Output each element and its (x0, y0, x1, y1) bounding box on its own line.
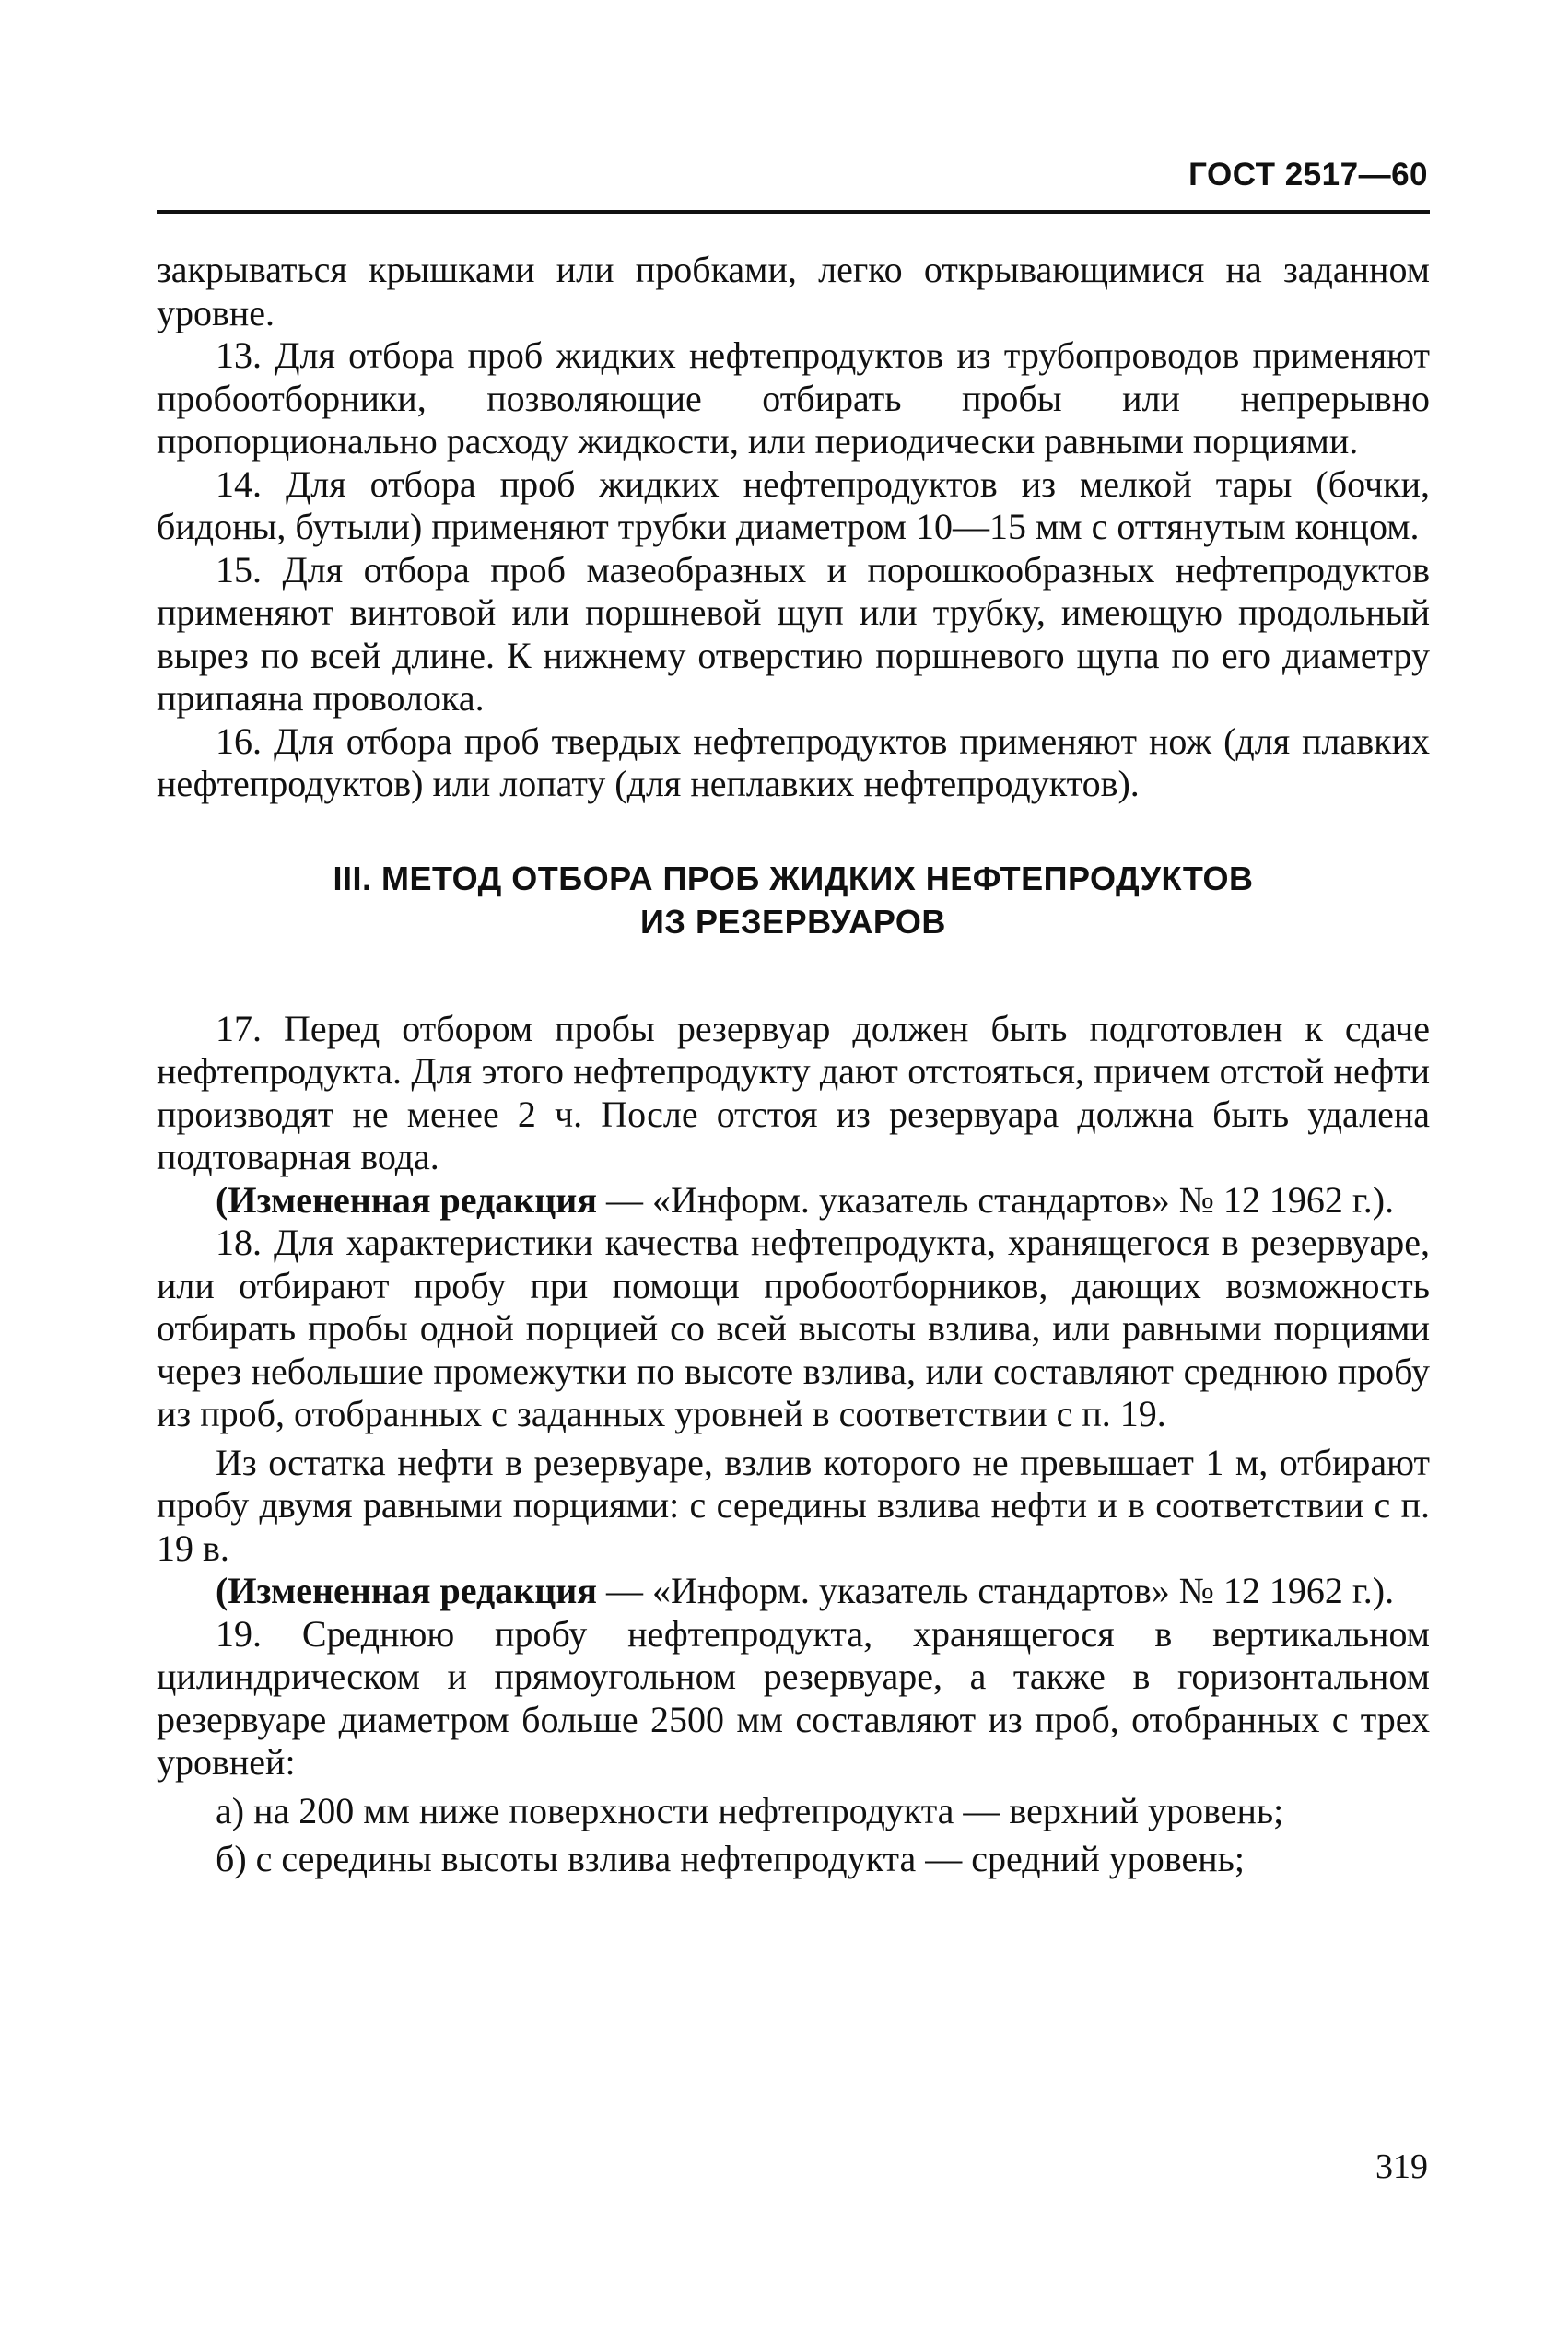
paragraph-19-item-b: б) с середины высоты взлива нефтепродукта — средний уровень; (216, 1838, 1245, 1879)
section-heading-line-2: ИЗ РЕЗЕРВУАРОВ (640, 902, 946, 941)
amendment-text: — «Информ. указатель стандартов» № 12 1962 г.). (596, 1178, 1395, 1221)
paragraph-13: 13. Для отбора проб жидких нефтепродуктов из трубопроводов применяют пробоотборники, позволяющие отбирать пробы или непрерывно пропорционально расходу жидкости, или периодически равными порциями. (157, 334, 1430, 462)
paragraph-19: 19. Среднюю пробу нефтепродукта, хранящегося в вертикальном цилиндрическом и прямоугольном резервуаре, а также в горизонтальном резервуаре диаметром больше 2500 мм составляют из проб, отобранных с трех уровней: (157, 1612, 1430, 1783)
amendment-note-1 (157, 1179, 1430, 1222)
section-heading-line-1: III. МЕТОД ОТБОРА ПРОБ ЖИДКИХ НЕФТЕПРОДУКТОВ (333, 859, 1254, 897)
amendment-text: — «Информ. указатель стандартов» № 12 1962 г.). (596, 1570, 1395, 1611)
section-heading (157, 857, 1430, 943)
page-number: 319 (1375, 2147, 1428, 2186)
paragraph-17: 17. Перед отбором пробы резервуар должен быть подготовлен к сдаче нефтепродукта. Для этого нефтепродукту дают отстояться, причем отстой нефти производят не менее 2 ч. После отстоя из резервуара должна быть удалена подтоварная вода. (157, 1007, 1430, 1177)
amendment-label: (Измененная редакция (216, 1178, 597, 1221)
paragraph-14: 14. Для отбора проб жидких нефтепродуктов из мелкой тары (бочки, бидоны, бутыли) применяют трубки диаметром 10—15 мм с оттянутым концом. (157, 462, 1430, 547)
amendment-label: (Измененная редакция (216, 1570, 597, 1611)
paragraph-16: 16. Для отбора проб твердых нефтепродуктов применяют нож (для плавких нефтепродуктов) или лопату (для неплавких нефтепродуктов). (157, 719, 1430, 804)
document-header: ГОСТ 2517—60 (1188, 157, 1428, 193)
document-body (157, 249, 1430, 1881)
paragraph-continued: закрываться крышками или пробками, легко открывающимися на заданном уровне. (157, 249, 1430, 333)
header-rule (157, 210, 1430, 214)
amendment-note-2 (157, 1570, 1430, 1613)
paragraph-18: 18. Для характеристики качества нефтепродукта, хранящегося в резервуаре, или отбирают пробу при помощи пробоотборников, дающих возможность отбирать пробы одной порцией со всей высоты взлива, или равными порциями через небольшие промежутки по высоте взлива, или составляют среднюю пробу из проб, отобранных с заданных уровней в соответствии с п. 19. (157, 1222, 1430, 1434)
paragraph-15: 15. Для отбора проб мазеобразных и порошкообразных нефтепродуктов применяют винтовой или поршневой щуп или трубку, имеющую продольный вырез по всей длине. К нижнему отверстию поршневого щупа по его диаметру припаяна проволока. (157, 548, 1430, 719)
paragraph-18-continued: Из остатка нефти в резервуаре, взлив которого не превышает 1 м, отбирают пробу двумя равными порциями: с середины взлива нефти и в соответствии с п. 19 в. (157, 1441, 1430, 1569)
paragraph-19-item-a: а) на 200 мм ниже поверхности нефтепродукта — верхний уровень; (216, 1789, 1284, 1831)
